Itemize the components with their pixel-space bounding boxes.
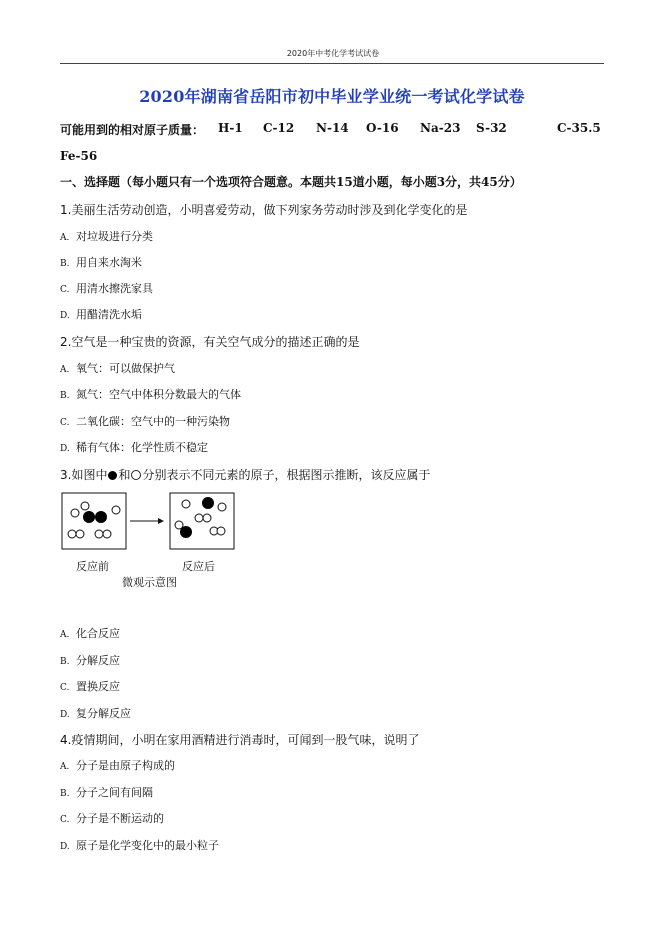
- white-atom: [195, 514, 203, 522]
- question-stem: [60, 466, 430, 483]
- black-atom: [95, 511, 107, 523]
- option-letter: A.: [60, 762, 70, 772]
- option-letter: A.: [60, 365, 70, 375]
- white-atom: [112, 506, 120, 514]
- atomic-mass-item: O-16: [366, 121, 399, 135]
- option-text: 二氧化碳：空气中的一种污染物: [76, 415, 230, 428]
- option-letter: D.: [60, 311, 70, 321]
- atomic-mass-item: H-1: [218, 121, 243, 135]
- option-letter: C.: [60, 418, 70, 428]
- answer-option[interactable]: [60, 439, 208, 455]
- option-text: 用清水擦洗家具: [76, 282, 153, 295]
- atomic-mass-item: C-35.5: [557, 121, 601, 135]
- answer-option[interactable]: [60, 306, 142, 322]
- header-divider: [60, 63, 604, 64]
- option-letter: B.: [60, 259, 70, 269]
- arrow-head: [158, 518, 164, 524]
- option-text: 用醋清洗水垢: [76, 308, 142, 321]
- answer-option[interactable]: [60, 254, 142, 270]
- black-atom: [83, 511, 95, 523]
- white-atom: [81, 502, 89, 510]
- option-letter: A.: [60, 233, 70, 243]
- reaction-diagram: [60, 490, 260, 600]
- option-letter: C.: [60, 683, 70, 693]
- option-letter: A.: [60, 630, 70, 640]
- option-letter: B.: [60, 789, 70, 799]
- white-atom: [95, 530, 103, 538]
- option-letter: C.: [60, 285, 70, 295]
- option-text: 氮气：空气中体积分数最大的气体: [76, 388, 241, 401]
- answer-option[interactable]: [60, 386, 241, 402]
- diagram-caption: 微观示意图: [122, 576, 177, 589]
- question-stem: 2.空气是一种宝贵的资源，有关空气成分的描述正确的是: [60, 335, 360, 349]
- before-box: [62, 493, 126, 549]
- option-letter: B.: [60, 657, 70, 667]
- before-label: 反应前: [76, 560, 109, 573]
- option-text: 分解反应: [76, 654, 120, 667]
- question-stem-suffix: 分别表示不同元素的原子，根据图示推断，该反应属于: [142, 468, 431, 482]
- white-atom: [217, 527, 225, 535]
- atomic-masses-line: [60, 121, 604, 139]
- white-atom-icon: [131, 470, 141, 480]
- answer-option[interactable]: [60, 837, 219, 853]
- answer-option[interactable]: [60, 360, 175, 376]
- answer-option[interactable]: [60, 757, 175, 773]
- running-header: 2020年中考化学考试试卷: [286, 49, 380, 58]
- atomic-masses-label: 可能用到的相对原子质量：: [60, 123, 205, 137]
- atomic-mass-item: Na-23: [420, 121, 461, 135]
- answer-option[interactable]: [60, 228, 153, 244]
- white-atom: [76, 530, 84, 538]
- option-letter: B.: [60, 391, 70, 401]
- answer-option[interactable]: [60, 413, 230, 429]
- option-text: 分子是不断运动的: [76, 812, 164, 825]
- option-text: 分子是由原子构成的: [76, 759, 175, 772]
- option-text: 用自来水淘米: [76, 256, 142, 269]
- white-atom: [203, 514, 211, 522]
- option-letter: D.: [60, 444, 70, 454]
- option-text: 置换反应: [76, 680, 120, 693]
- question-stem: 4.疫情期间，小明在家用酒精进行消毒时，可闻到一股气味，说明了: [60, 733, 420, 747]
- black-atom: [202, 497, 214, 509]
- after-label: 反应后: [182, 560, 215, 573]
- answer-option[interactable]: [60, 784, 153, 800]
- answer-option[interactable]: [60, 678, 120, 694]
- white-atom: [71, 509, 79, 517]
- option-text: 对垃圾进行分类: [76, 230, 153, 243]
- exam-title: 2020年湖南省岳阳市初中毕业学业统一考试化学试卷: [139, 87, 525, 106]
- atomic-mass-item: N-14: [316, 121, 349, 135]
- white-atom: [68, 530, 76, 538]
- section-heading: 一、选择题（每小题只有一个选项符合题意。本题共15道小题，每小题3分，共45分）: [60, 175, 522, 189]
- answer-option[interactable]: [60, 280, 153, 296]
- white-atom: [103, 530, 111, 538]
- atomic-mass-item: C-12: [263, 121, 295, 135]
- answer-option[interactable]: [60, 652, 120, 668]
- question-stem: 1.美丽生活劳动创造，小明喜爱劳动，做下列家务劳动时涉及到化学变化的是: [60, 203, 468, 217]
- option-text: 氧气：可以做保护气: [76, 362, 175, 375]
- option-text: 原子是化学变化中的最小粒子: [76, 839, 219, 852]
- option-text: 稀有气体：化学性质不稳定: [76, 441, 208, 454]
- atomic-mass-item: S-32: [476, 121, 507, 135]
- question-stem-prefix: 3.如图中: [60, 468, 108, 482]
- black-atom: [180, 526, 192, 538]
- atomic-mass-item-wrapped: Fe-56: [60, 149, 98, 163]
- answer-option[interactable]: [60, 810, 164, 826]
- question-stem-mid: 和: [118, 468, 131, 482]
- answer-option[interactable]: [60, 625, 120, 641]
- micro-diagram-svg: [60, 490, 260, 554]
- option-text: 分子之间有间隔: [76, 786, 153, 799]
- option-letter: D.: [60, 842, 70, 852]
- option-text: 复分解反应: [76, 707, 131, 720]
- white-atom: [218, 503, 226, 511]
- option-text: 化合反应: [76, 627, 120, 640]
- answer-option[interactable]: [60, 705, 131, 721]
- black-atom-icon: [108, 471, 117, 480]
- white-atom: [182, 500, 190, 508]
- option-letter: C.: [60, 815, 70, 825]
- option-letter: D.: [60, 710, 70, 720]
